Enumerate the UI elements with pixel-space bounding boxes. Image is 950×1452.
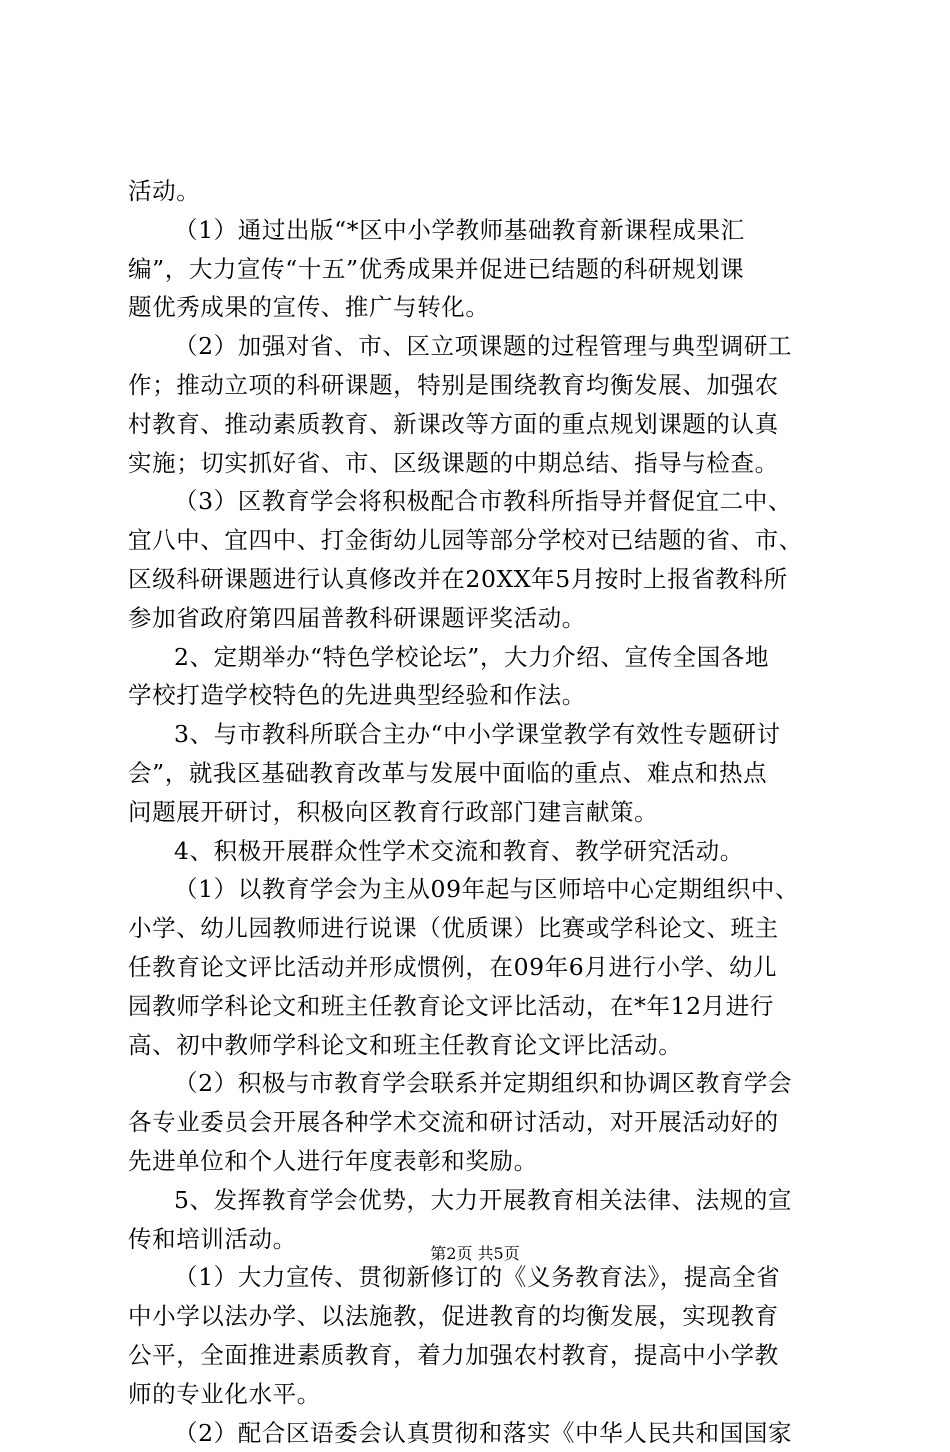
text-line: 4、积极开展群众性学术交流和教育、教学研究活动。 xyxy=(128,832,833,871)
text-line: 任教育论文评比活动并形成惯例，在09年6月进行小学、幼儿 xyxy=(128,948,833,987)
text-line: （1）大力宣传、贯彻新修订的《义务教育法》，提高全省 xyxy=(128,1258,833,1297)
text-line: 3、与市教科所联合主办“中小学课堂教学有效性专题研讨 xyxy=(128,715,833,754)
text-line: 各专业委员会开展各种学术交流和研讨活动，对开展活动好的 xyxy=(128,1103,833,1142)
text-line: 2、定期举办“特色学校论坛”，大力介绍、宣传全国各地 xyxy=(128,638,833,677)
text-line: 实施；切实抓好省、市、区级课题的中期总结、指导与检查。 xyxy=(128,444,833,483)
text-line: 题优秀成果的宣传、推广与转化。 xyxy=(128,288,833,327)
text-line: 传和培训活动。 xyxy=(128,1220,833,1259)
text-line: 先进单位和个人进行年度表彰和奖励。 xyxy=(128,1142,833,1181)
page-number-label: 第2页 共5页 xyxy=(430,1244,519,1263)
text-line: 学校打造学校特色的先进典型经验和作法。 xyxy=(128,676,833,715)
text-line: 参加省政府第四届普教科研课题评奖活动。 xyxy=(128,599,833,638)
text-line: 会”，就我区基础教育改革与发展中面临的重点、难点和热点 xyxy=(128,754,833,793)
text-line: （1）通过出版“*区中小学教师基础教育新课程成果汇 xyxy=(128,211,833,250)
text-line: 问题展开研讨，积极向区教育行政部门建言献策。 xyxy=(128,793,833,832)
text-line: 高、初中教师学科论文和班主任教育论文评比活动。 xyxy=(128,1026,833,1065)
text-line: （2）加强对省、市、区立项课题的过程管理与典型调研工 xyxy=(128,327,833,366)
text-line: 5、发挥教育学会优势，大力开展教育相关法律、法规的宣 xyxy=(128,1181,833,1220)
text-line: 宜八中、宜四中、打金街幼儿园等部分学校对已结题的省、市、 xyxy=(128,521,833,560)
text-line: （2）配合区语委会认真贯彻和落实《中华人民共和国国家 xyxy=(128,1414,833,1452)
text-line: 小学、幼儿园教师进行说课（优质课）比赛或学科论文、班主 xyxy=(128,909,833,948)
text-line: 公平，全面推进素质教育，着力加强农村教育，提高中小学教 xyxy=(128,1336,833,1375)
page-footer xyxy=(0,1244,950,1264)
text-line: 园教师学科论文和班主任教育论文评比活动，在*年12月进行 xyxy=(128,987,833,1026)
text-line: 作；推动立项的科研课题，特别是围绕教育均衡发展、加强农 xyxy=(128,366,833,405)
text-line: 活动。 xyxy=(128,172,833,211)
text-line: 编”，大力宣传“十五”优秀成果并促进已结题的科研规划课 xyxy=(128,250,833,289)
text-line: （2）积极与市教育学会联系并定期组织和协调区教育学会 xyxy=(128,1064,833,1103)
text-line: 中小学以法办学、以法施教，促进教育的均衡发展，实现教育 xyxy=(128,1297,833,1336)
text-line: （1）以教育学会为主从09年起与区师培中心定期组织中、 xyxy=(128,870,833,909)
text-line: （3）区教育学会将积极配合市教科所指导并督促宜二中、 xyxy=(128,482,833,521)
text-line: 村教育、推动素质教育、新课改等方面的重点规划课题的认真 xyxy=(128,405,833,444)
text-line: 区级科研课题进行认真修改并在20XX年5月按时上报省教科所 xyxy=(128,560,833,599)
text-line: 师的专业化水平。 xyxy=(128,1375,833,1414)
